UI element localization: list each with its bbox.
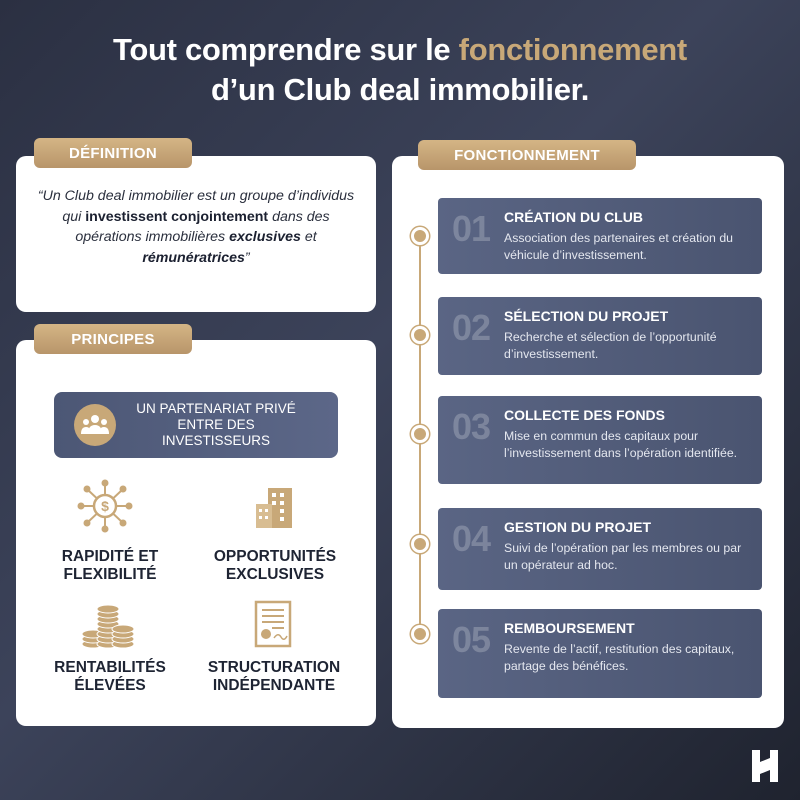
definition-text xyxy=(36,186,356,268)
buildings-icon xyxy=(254,486,298,530)
step-description: Association des partenaires et création du véhicule d’investissement. xyxy=(504,231,733,262)
definition-bold-3: rémunératrices xyxy=(142,249,245,266)
partnership-text: UN PARTENARIAT PRIVÉ ENTRE DES INVESTISSEURS xyxy=(136,401,296,448)
step-number: 01 xyxy=(452,208,491,249)
partnership-banner xyxy=(54,392,338,458)
definition-text-part: “Un Club deal immobilier est un groupe d’individus qui xyxy=(37,188,355,225)
step-number: 04 xyxy=(452,518,491,559)
network-money-icon xyxy=(74,478,136,534)
principes-tag: PRINCIPES xyxy=(34,324,192,354)
step-number: 03 xyxy=(452,406,491,447)
step-card-2 xyxy=(438,297,762,375)
principle-label-3: RENTABILITÉS ÉLEVÉES xyxy=(54,659,166,694)
title-line2: d’un Club deal immobilier. xyxy=(210,72,590,107)
timeline-dot xyxy=(411,326,429,344)
principle-label-1: RAPIDITÉ ET FLEXIBILITÉ xyxy=(61,548,159,583)
timeline-dot xyxy=(411,535,429,553)
definition-text-part: ” xyxy=(244,249,250,266)
title-accent: fonctionnement xyxy=(458,32,687,67)
step-title: COLLECTE DES FONDS xyxy=(504,407,666,423)
step-card-1 xyxy=(438,198,762,274)
brand-logo-icon xyxy=(750,748,780,784)
step-title: REMBOURSEMENT xyxy=(504,620,635,636)
principle-label-2: OPPORTUNITÉS EXCLUSIVES xyxy=(213,548,337,583)
step-title: CRÉATION DU CLUB xyxy=(504,209,643,225)
definition-text-part: dans des opérations immobilières xyxy=(75,208,330,245)
step-title: SÉLECTION DU PROJET xyxy=(504,308,669,324)
fonctionnement-tag: FONCTIONNEMENT xyxy=(418,140,636,170)
principle-label-4: STRUCTURATION INDÉPENDANTE xyxy=(207,659,341,694)
page-title xyxy=(0,30,800,110)
document-icon xyxy=(254,600,294,650)
svg-text:$: $ xyxy=(101,498,109,514)
definition-text-part: et xyxy=(300,229,317,245)
step-number: 02 xyxy=(452,307,491,348)
step-number: 05 xyxy=(452,619,491,660)
step-card-4 xyxy=(438,508,762,590)
step-card-3 xyxy=(438,396,762,484)
definition-bold-2: exclusives xyxy=(229,229,301,245)
step-description: Recherche et sélection de l’opportunité d’investissement. xyxy=(504,330,717,361)
timeline-dot xyxy=(411,425,429,443)
timeline-dot xyxy=(411,227,429,245)
title-line1: Tout comprendre sur le xyxy=(113,32,459,67)
step-description: Revente de l’actif, restitution des capitaux, partage des bénéfices. xyxy=(504,642,735,673)
step-title: GESTION DU PROJET xyxy=(504,519,652,535)
definition-tag: DÉFINITION xyxy=(34,138,192,168)
group-people-icon xyxy=(74,404,116,446)
step-description: Suivi de l’opération par les membres ou par un opérateur ad hoc. xyxy=(504,541,742,572)
step-card-5 xyxy=(438,609,762,698)
coin-stacks-icon xyxy=(80,604,136,650)
step-description: Mise en commun des capitaux pour l’investissement dans l’opération identifiée. xyxy=(504,429,738,460)
timeline-dot xyxy=(411,625,429,643)
definition-bold-1: investissent conjointement xyxy=(85,208,269,225)
